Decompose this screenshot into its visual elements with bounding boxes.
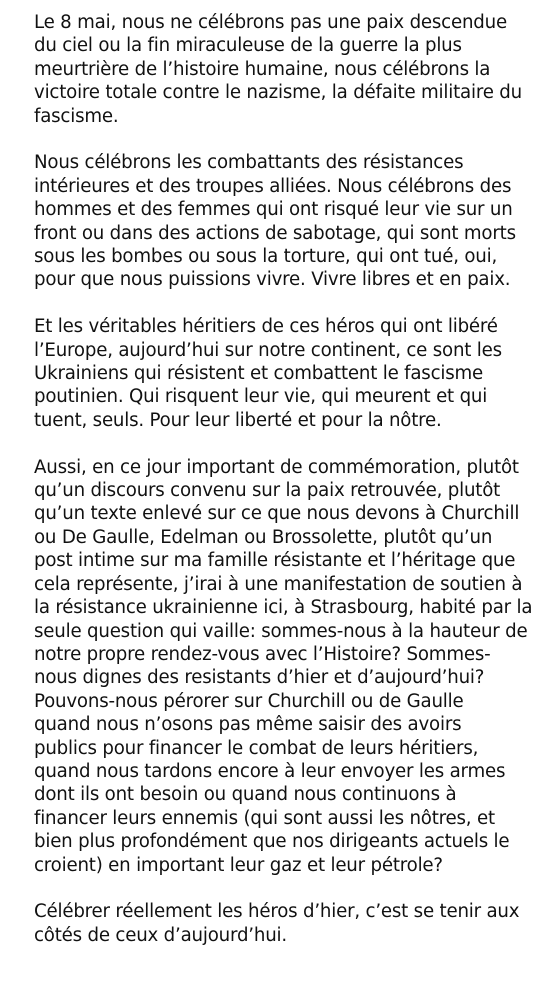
paragraph-spacer	[34, 128, 532, 151]
text-line: nous dignes des resistants d’hier et d’aujourd’hui?	[34, 667, 485, 689]
text-line: Aussi, en ce jour important de commémoration, plutôt	[34, 456, 519, 478]
paragraph-spacer	[34, 432, 532, 455]
text-line: ou De Gaulle, Edelman ou Brossolette, plutôt qu’un	[34, 526, 493, 548]
text-line: publics pour financer le combat de leurs héritiers,	[34, 737, 479, 759]
paragraph-spacer	[34, 877, 532, 900]
text-line: quand nous tardons encore à leur envoyer les armes	[34, 760, 506, 782]
text-line: poutinien. Qui risquent leur vie, qui meurent et qui	[34, 386, 488, 408]
paragraph-3	[34, 315, 532, 432]
text-line: bien plus profondément que nos dirigeants actuels le	[34, 831, 510, 853]
document-body	[34, 11, 532, 947]
paragraph-2	[34, 151, 532, 291]
text-line: Et les véritables héritiers de ces héros qui ont libéré	[34, 316, 498, 338]
text-line: Ukrainiens qui résistent et combattent le fascisme	[34, 363, 484, 385]
text-line: victoire totale contre le nazisme, la défaite militaire du	[34, 82, 522, 104]
text-line: croient) en important leur gaz et leur pétrole?	[34, 854, 443, 876]
text-line: intérieures et des troupes alliées. Nous célébrons des	[34, 175, 512, 197]
paragraph-5	[34, 900, 532, 947]
text-line: hommes et des femmes qui ont risqué leur vie sur un	[34, 199, 513, 221]
paragraph-4	[34, 456, 532, 877]
text-line: quand nous n’osons pas même saisir des avoirs	[34, 714, 462, 736]
paragraph-spacer	[34, 292, 532, 315]
text-line: financer leurs ennemis (qui sont aussi les nôtres, et	[34, 807, 495, 829]
text-line: Nous célébrons les combattants des résistances	[34, 152, 464, 174]
text-line: tuent, seuls. Pour leur liberté et pour la nôtre.	[34, 409, 442, 431]
text-line: front ou dans des actions de sabotage, qui sont morts	[34, 222, 516, 244]
text-line: Le 8 mai, nous ne célébrons pas une paix descendue	[34, 12, 507, 33]
text-line: Pouvons-nous pérorer sur Churchill ou de Gaulle	[34, 690, 464, 712]
text-line: du ciel ou la fin miraculeuse de la guerre la plus	[34, 35, 462, 57]
text-line: pour que nous puissions vivre. Vivre libres et en paix.	[34, 269, 511, 291]
text-line: cela représente, j’irai à une manifestation de soutien à	[34, 573, 523, 595]
text-line: qu’un discours convenu sur la paix retrouvée, plutôt	[34, 480, 501, 502]
text-line: l’Europe, aujourd’hui sur notre continent, ce sont les	[34, 339, 502, 361]
text-line: fascisme.	[34, 105, 119, 127]
text-line: meurtrière de l’histoire humaine, nous célébrons la	[34, 58, 491, 80]
text-line: qu’un texte enlevé sur ce que nous devons à Churchill	[34, 503, 520, 525]
text-line: sous les bombes ou sous la torture, qui ont tué, oui,	[34, 246, 498, 268]
text-line: notre propre rendez-vous avec l’Histoire? Sommes-	[34, 643, 491, 665]
text-line: Célébrer réellement les héros d’hier, c’est se tenir aux	[34, 901, 520, 923]
text-line: post intime sur ma famille résistante et l’héritage que	[34, 550, 516, 572]
text-line: seule question qui vaille: sommes-nous à la hauteur de	[34, 620, 528, 642]
text-line: côtés de ceux d’aujourd’hui.	[34, 924, 287, 946]
text-line: dont ils ont besoin ou quand nous continuons à	[34, 784, 457, 806]
text-line: la résistance ukrainienne ici, à Strasbourg, habité par la	[34, 597, 533, 619]
paragraph-1	[34, 11, 532, 128]
